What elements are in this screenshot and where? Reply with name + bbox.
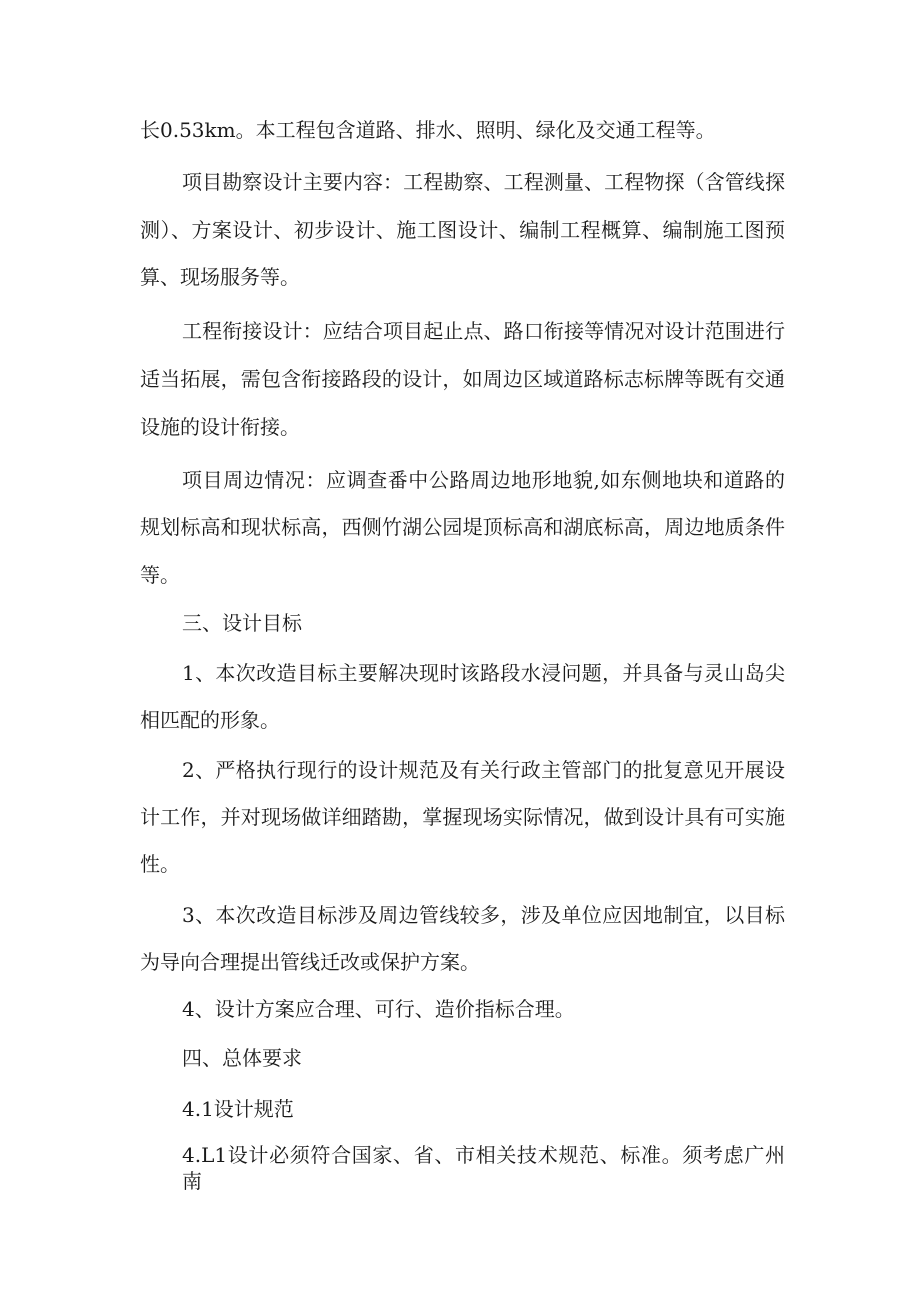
text-line: 3、本次改造目标涉及周边管线较多，涉及单位应因地制宜，以目标 xyxy=(182,903,785,927)
subsection-heading: 4.1设计规范 xyxy=(182,1097,294,1121)
text-line: 等。 xyxy=(140,563,180,587)
text-line: 设施的设计衔接。 xyxy=(140,415,300,439)
text-line: 工程衔接设计：应结合项目起止点、路口衔接等情况对设计范围进行 xyxy=(182,319,785,343)
text-line: 为导向合理提出管线迁改或保护方案。 xyxy=(140,950,480,974)
text-line: 测）、方案设计、初步设计、施工图设计、编制工程概算、编制施工图预 xyxy=(140,218,785,242)
text-line: 4.L1设计必须符合国家、省、市相关技术规范、标准。须考虑广州南 xyxy=(182,1143,785,1193)
text-line: 2、严格执行现行的设计规范及有关行政主管部门的批复意见开展设 xyxy=(182,758,785,782)
section-heading: 三、设计目标 xyxy=(182,611,302,635)
text-line: 性。 xyxy=(140,852,180,876)
text-line: 1、本次改造目标主要解决现时该路段水浸问题，并具备与灵山岛尖 xyxy=(182,661,785,685)
text-line: 算、现场服务等。 xyxy=(140,265,300,289)
text-line: 项目勘察设计主要内容：工程勘察、工程测量、工程物探（含管线探 xyxy=(182,170,785,194)
text-line: 相匹配的形象。 xyxy=(140,708,280,732)
section-heading: 四、总体要求 xyxy=(182,1046,302,1070)
text-line: 适当拓展，需包含衔接路段的设计，如周边区域道路标志标牌等既有交通 xyxy=(140,367,785,391)
text-line: 长0.53km。本工程包含道路、排水、照明、绿化及交通工程等。 xyxy=(140,118,716,142)
text-line: 计工作，并对现场做详细踏勘，掌握现场实际情况，做到设计具有可实施 xyxy=(140,805,785,829)
text-line: 规划标高和现状标高，西侧竹湖公园堤顶标高和湖底标高，周边地质条件 xyxy=(140,515,785,539)
text-line: 项目周边情况：应调查番中公路周边地形地貌,如东侧地块和道路的 xyxy=(182,468,785,492)
text-line: 4、设计方案应合理、可行、造价指标合理。 xyxy=(182,997,575,1021)
